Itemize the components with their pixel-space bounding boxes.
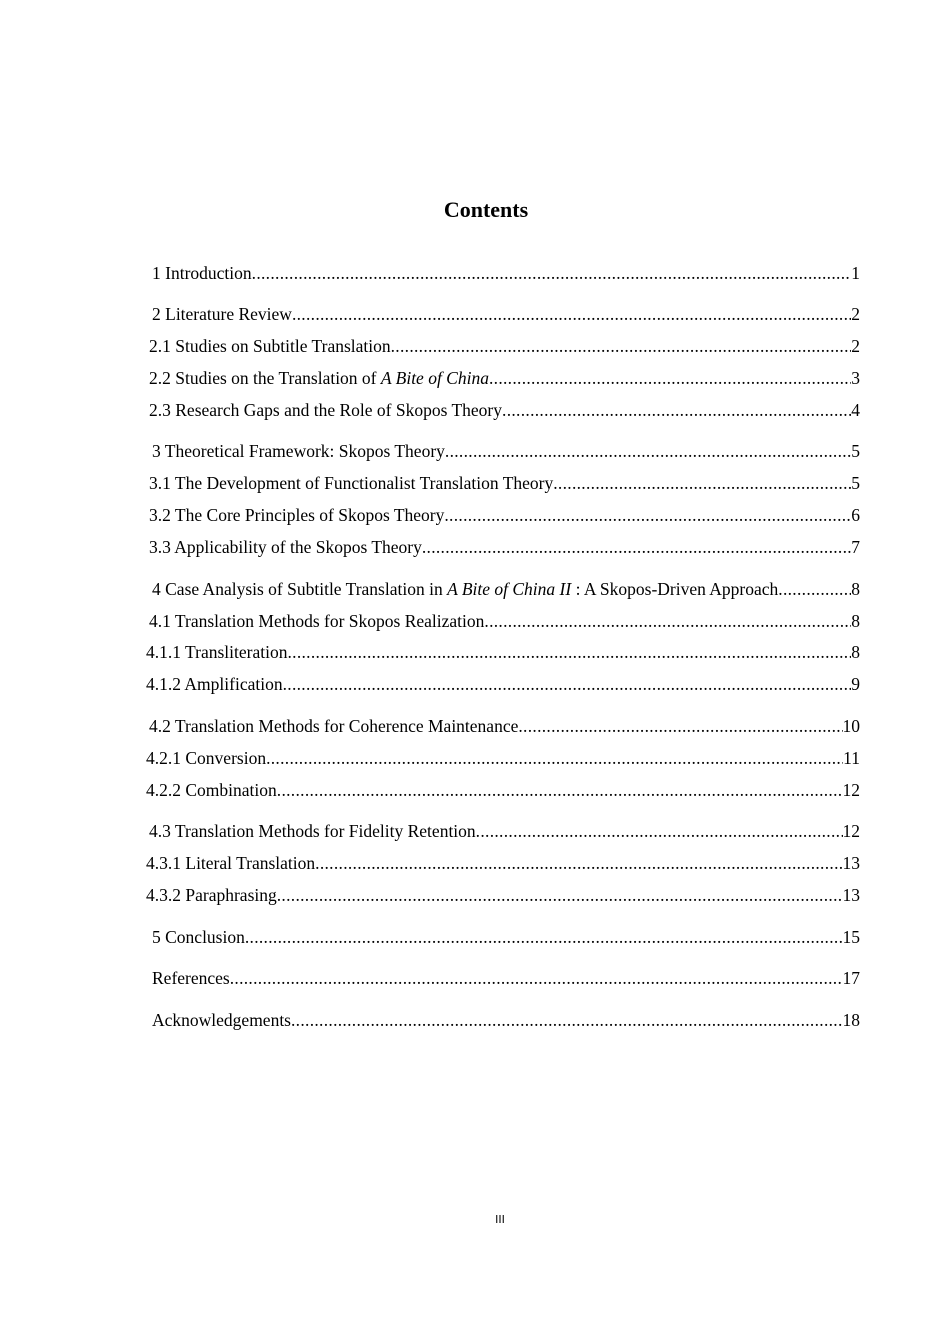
toc-entry-acknowledgements[interactable] <box>152 1009 860 1031</box>
toc-entry-coherence-maintenance[interactable] <box>149 715 860 737</box>
toc-entry-amplification[interactable] <box>146 673 860 695</box>
toc-dot-leader <box>476 820 843 842</box>
toc-entry-case-analysis[interactable] <box>152 578 860 600</box>
toc-dot-leader <box>553 472 851 494</box>
toc-entry-page: 4 <box>851 400 860 420</box>
toc-entry-skopos-realization[interactable] <box>149 610 860 632</box>
toc-entry-title: References <box>152 968 230 988</box>
toc-entry-title: Acknowledgements <box>152 1010 291 1030</box>
toc-entry-page: 12 <box>842 821 860 841</box>
toc-entry-research-gaps[interactable] <box>149 399 860 421</box>
toc-dot-leader <box>518 715 842 737</box>
toc-entry-page: 12 <box>842 780 860 800</box>
toc-entry-paraphrasing[interactable] <box>146 884 860 906</box>
toc-dot-leader <box>245 926 843 948</box>
toc-entry-title: 2.2 Studies on the Translation of A Bite of China <box>149 368 489 388</box>
toc-entry-page: 13 <box>842 853 860 873</box>
toc-entry-page: 10 <box>842 716 860 736</box>
toc-entry-page: 7 <box>851 537 860 557</box>
toc-dot-leader <box>445 440 851 462</box>
toc-entry-page: 5 <box>851 441 860 461</box>
toc-entry-page: 8 <box>851 642 860 662</box>
toc-dot-leader <box>422 536 851 558</box>
toc-entry-introduction[interactable] <box>152 262 860 284</box>
toc-dot-leader <box>315 852 842 874</box>
toc-entry-page: 1 <box>851 263 860 283</box>
toc-entry-fidelity-retention[interactable] <box>149 820 860 842</box>
toc-entry-title: 2 Literature Review <box>152 304 292 324</box>
toc-dot-leader <box>252 262 852 284</box>
toc-dot-leader <box>283 673 852 695</box>
toc-entry-title: 2.1 Studies on Subtitle Translation <box>149 336 391 356</box>
toc-entry-page: 3 <box>851 368 860 388</box>
toc-entry-title: 4.3 Translation Methods for Fidelity Retention <box>149 821 476 841</box>
toc-entry-page: 8 <box>851 611 860 631</box>
toc-dot-leader <box>484 610 851 632</box>
toc-entry-title: 4.1 Translation Methods for Skopos Realization <box>149 611 485 631</box>
toc-entry-conversion[interactable] <box>146 747 860 769</box>
toc-entry-bite-of-china-studies[interactable] <box>149 367 860 389</box>
toc-entry-page: 9 <box>851 674 860 694</box>
toc-entry-title: 4.1.1 Transliteration <box>146 642 288 662</box>
toc-dot-leader <box>266 747 843 769</box>
toc-entry-functionalist-development[interactable] <box>149 472 860 494</box>
toc-entry-title: 4.3.2 Paraphrasing <box>146 885 277 905</box>
toc-entry-page: 18 <box>842 1010 860 1030</box>
toc-dot-leader <box>778 578 851 600</box>
toc-dot-leader <box>489 367 851 389</box>
toc-entry-title: 1 Introduction <box>152 263 252 283</box>
page-title: Contents <box>443 197 529 222</box>
toc-dot-leader <box>277 884 843 906</box>
toc-entry-page: 2 <box>851 336 860 356</box>
page-number: III <box>495 1213 505 1226</box>
toc-entry-title: 4 Case Analysis of Subtitle Translation in A Bite of China II : A Skopos-Driven Approach <box>152 579 779 599</box>
toc-entry-applicability[interactable] <box>149 536 860 558</box>
toc-dot-leader <box>291 1009 843 1031</box>
toc-entry-page: 5 <box>851 473 860 493</box>
toc-entry-page: 6 <box>851 505 860 525</box>
toc-entry-conclusion[interactable] <box>152 926 860 948</box>
toc-entry-references[interactable] <box>152 967 860 989</box>
toc-entry-title: 3 Theoretical Framework: Skopos Theory <box>152 441 445 461</box>
toc-entry-title: 2.3 Research Gaps and the Role of Skopos Theory <box>149 400 503 420</box>
toc-entry-transliteration[interactable] <box>146 641 860 663</box>
toc-entry-title: 4.2.1 Conversion <box>146 748 267 768</box>
toc-entry-subtitle-translation-studies[interactable] <box>149 335 860 357</box>
toc-dot-leader <box>444 504 851 526</box>
toc-entry-page: 13 <box>842 885 860 905</box>
toc-entry-title: 3.1 The Development of Functionalist Translation Theory <box>149 473 554 493</box>
toc-entry-page: 2 <box>851 304 860 324</box>
toc-entry-title: 3.2 The Core Principles of Skopos Theory <box>149 505 445 525</box>
toc-entry-title: 3.3 Applicability of the Skopos Theory <box>149 537 422 557</box>
toc-entry-title: 4.1.2 Amplification <box>146 674 283 694</box>
toc-entry-combination[interactable] <box>146 779 860 801</box>
toc-dot-leader <box>230 967 843 989</box>
toc-entry-title: 4.3.1 Literal Translation <box>146 853 316 873</box>
toc-entry-core-principles[interactable] <box>149 504 860 526</box>
toc-entry-theoretical-framework[interactable] <box>152 440 860 462</box>
toc-entry-title: 5 Conclusion <box>152 927 245 947</box>
toc-entry-page: 17 <box>842 968 860 988</box>
toc-entry-title: 4.2.2 Combination <box>146 780 277 800</box>
toc-dot-leader <box>277 779 843 801</box>
toc-entry-page: 15 <box>842 927 860 947</box>
toc-dot-leader <box>502 399 851 421</box>
toc-dot-leader <box>292 303 851 325</box>
toc-entry-literal-translation[interactable] <box>146 852 860 874</box>
toc-entry-title: 4.2 Translation Methods for Coherence Maintenance <box>149 716 519 736</box>
toc-entry-page: 11 <box>843 748 860 768</box>
toc-entry-literature-review[interactable] <box>152 303 860 325</box>
toc-entry-page: 8 <box>851 579 860 599</box>
toc-dot-leader <box>391 335 852 357</box>
toc-dot-leader <box>287 641 851 663</box>
